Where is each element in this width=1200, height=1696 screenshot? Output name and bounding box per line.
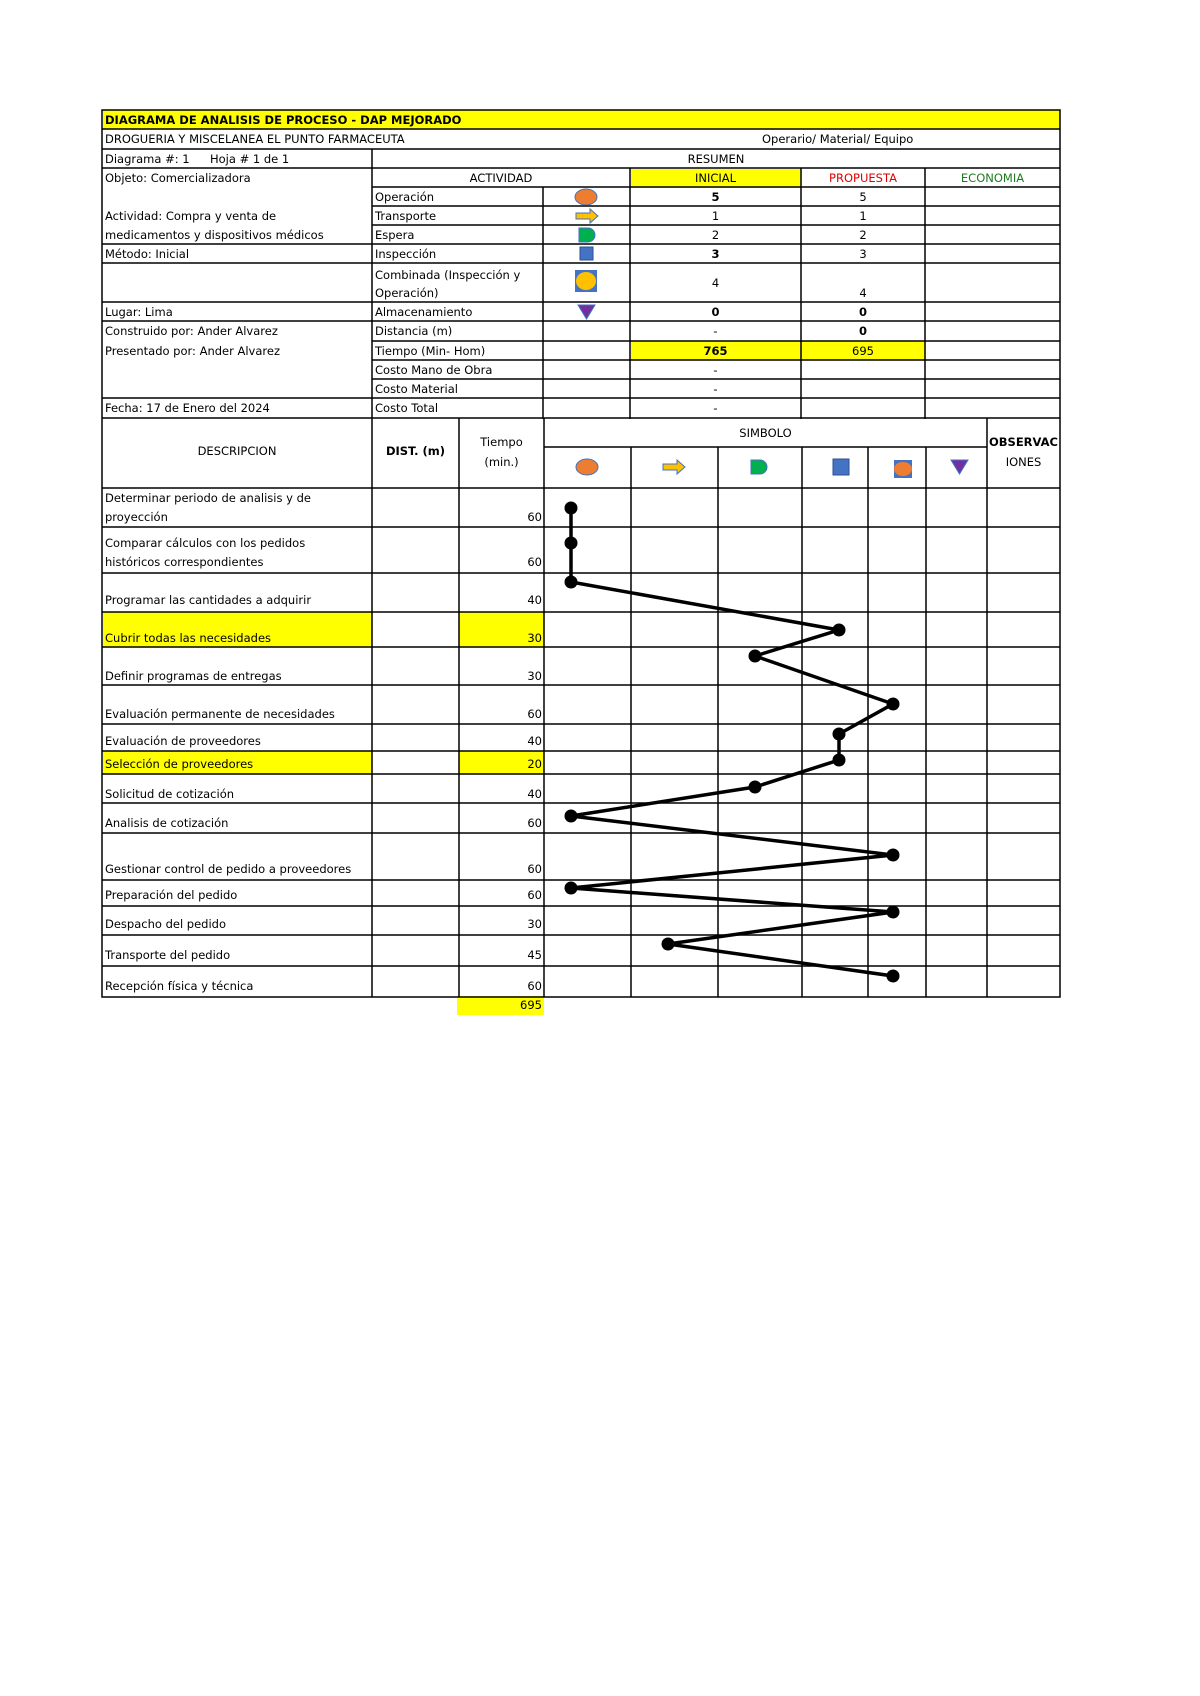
diagram-title: DIAGRAMA DE ANALISIS DE PROCESO - DAP MEJORADO (105, 113, 462, 127)
operation-circle-icon (543, 187, 630, 206)
step-4-line1: Cubrir todas las necesidades (105, 631, 272, 645)
step-3-time: 40 (527, 593, 542, 607)
flow-point-14 (662, 938, 675, 951)
step-15-line1: Recepción física y técnica (105, 979, 254, 993)
flow-point-10 (565, 810, 578, 823)
economy-header: ECONOMIA (960, 171, 1025, 185)
flow-point-15 (887, 970, 900, 983)
step-2-time: 60 (527, 555, 542, 569)
summary-label-transport: Transporte (375, 209, 437, 223)
step-1-line1: Determinar periodo de analisis y de (105, 491, 311, 505)
object-label: Objeto: Comercializadora (105, 171, 251, 185)
summary-initial-wait: 2 (711, 228, 720, 242)
step-2-line1: Comparar cálculos con los pedidos (105, 536, 306, 550)
step-11-line1: Gestionar control de pedido a proveedores (105, 862, 352, 876)
step-11-time: 60 (527, 862, 542, 876)
proposal-header: PROPUESTA (829, 171, 897, 185)
step-3-line1: Programar las cantidades a adquirir (105, 593, 312, 607)
col-storage-icon (951, 460, 968, 474)
step-14-time: 45 (527, 948, 542, 962)
step-7-line1: Evaluación de proveedores (105, 734, 261, 748)
summary-initial-labor-cost: - (713, 363, 718, 377)
summary-label-operation: Operación (375, 190, 435, 204)
step-8-time: 20 (527, 757, 542, 771)
summary-label-storage: Almacenamiento (375, 305, 473, 319)
col-inspection-icon (833, 459, 849, 475)
step-10-time: 60 (527, 816, 542, 830)
summary-label-combined: Combinada (Inspección y Operación) (375, 268, 521, 300)
flow-point-9 (749, 781, 762, 794)
method-label: Método: Inicial (105, 247, 190, 261)
distance-header: DIST. (m) (385, 444, 446, 458)
col-combined-inner-icon (894, 462, 912, 476)
step-15-time: 60 (527, 979, 542, 993)
summary-proposal-wait: 2 (859, 228, 867, 242)
col-transport-icon (663, 460, 685, 474)
summary-label-time: Tiempo (Min- Hom) (375, 344, 486, 358)
wait-d-icon (543, 225, 630, 244)
summary-initial-total-cost: - (713, 401, 718, 415)
summary-label-material-cost: Costo Material (375, 382, 458, 396)
step-5-time: 30 (527, 669, 542, 683)
summary-initial-storage: 0 (711, 305, 720, 319)
summary-proposal-storage: 0 (858, 305, 867, 319)
presented-by-label: Presentado por: Ander Alvarez (105, 344, 280, 358)
activity-line-1: Actividad: Compra y venta de (105, 209, 277, 223)
flow-point-12 (565, 882, 578, 895)
flow-point-2 (565, 537, 578, 550)
flow-point-8 (833, 754, 846, 767)
summary-initial-inspection: 3 (711, 247, 720, 261)
step-13-time: 30 (527, 917, 542, 931)
description-header: DESCRIPCION (197, 444, 277, 458)
flow-point-1 (565, 502, 578, 515)
transport-arrow-icon (543, 206, 630, 225)
step-1-time: 60 (527, 510, 542, 524)
summary-initial-distance: - (713, 324, 718, 338)
col-wait-icon (751, 460, 767, 474)
total-time: 695 (520, 998, 542, 1012)
storage-triangle-icon (543, 302, 630, 321)
activity-header: ACTIVIDAD (469, 171, 533, 185)
activity-line-2: medicamentos y dispositivos médicos (105, 228, 324, 242)
place-label: Lugar: Lima (105, 305, 173, 319)
step-5-line1: Definir programas de entregas (105, 669, 282, 683)
step-2-line2: históricos correspondientes (105, 555, 264, 569)
step-8-line1: Selección de proveedores (105, 757, 254, 771)
summary-proposal-inspection: 3 (859, 247, 867, 261)
observations-header-line1: OBSERVAC (989, 435, 1058, 449)
step-1-line2: proyección (105, 510, 168, 524)
step-10-line1: Analisis de cotización (105, 816, 229, 830)
summary-proposal-combined: 4 (859, 286, 867, 300)
combined-icon (543, 263, 630, 302)
diagram-number: Diagrama #: 1 (105, 152, 190, 166)
step-4-time: 30 (527, 631, 542, 645)
summary-label-inspection: Inspección (375, 247, 437, 261)
summary-label-total-cost: Costo Total (375, 401, 439, 415)
time-header-line2: (min.) (484, 455, 519, 469)
step-14-line1: Transporte del pedido (105, 948, 231, 962)
step-13-line1: Despacho del pedido (105, 917, 227, 931)
observations-header-line2: IONES (1005, 455, 1042, 469)
flow-point-11 (887, 849, 900, 862)
flow-point-5 (749, 650, 762, 663)
summary-label-distance: Distancia (m) (375, 324, 453, 338)
step-6-line1: Evaluación permanente de necesidades (105, 707, 335, 721)
col-operation-icon (576, 459, 598, 475)
summary-proposal-time: 695 (852, 344, 874, 358)
built-by-label: Construido por: Ander Alvarez (105, 324, 278, 338)
summary-title: RESUMEN (687, 152, 745, 166)
scope-label: Operario/ Material/ Equipo (762, 132, 914, 146)
step-12-line1: Preparación del pedido (105, 888, 238, 902)
symbol-header-icons (544, 447, 987, 488)
company-name: DROGUERIA Y MISCELANEA EL PUNTO FARMACEUTA (105, 132, 405, 146)
flow-point-13 (887, 906, 900, 919)
time-header-line1: Tiempo (480, 435, 523, 449)
flow-point-3 (565, 576, 578, 589)
step-9-time: 40 (527, 787, 542, 801)
symbol-header: SIMBOLO (739, 426, 792, 440)
summary-initial-operation: 5 (711, 190, 720, 204)
summary-proposal-distance: 0 (858, 324, 867, 338)
inspection-square-icon (543, 244, 630, 263)
summary-initial-time: 765 (703, 344, 728, 358)
summary-initial-material-cost: - (713, 382, 718, 396)
step-9-line1: Solicitud de cotización (105, 787, 235, 801)
summary-label-wait: Espera (375, 228, 415, 242)
step-6-time: 60 (527, 707, 542, 721)
step-7-time: 40 (527, 734, 542, 748)
initial-header: INICIAL (694, 171, 737, 185)
summary-label-labor-cost: Costo Mano de Obra (375, 363, 493, 377)
summary-initial-transport: 1 (711, 209, 720, 223)
flow-point-7 (833, 728, 846, 741)
date-label: Fecha: 17 de Enero del 2024 (105, 401, 270, 415)
flow-point-4 (833, 624, 846, 637)
flow-point-6 (887, 698, 900, 711)
summary-proposal-transport: 1 (859, 209, 867, 223)
sheet-number: Hoja # 1 de 1 (210, 152, 290, 166)
summary-proposal-operation: 5 (859, 190, 867, 204)
step-12-time: 60 (527, 888, 542, 902)
summary-initial-combined: 4 (711, 276, 720, 290)
